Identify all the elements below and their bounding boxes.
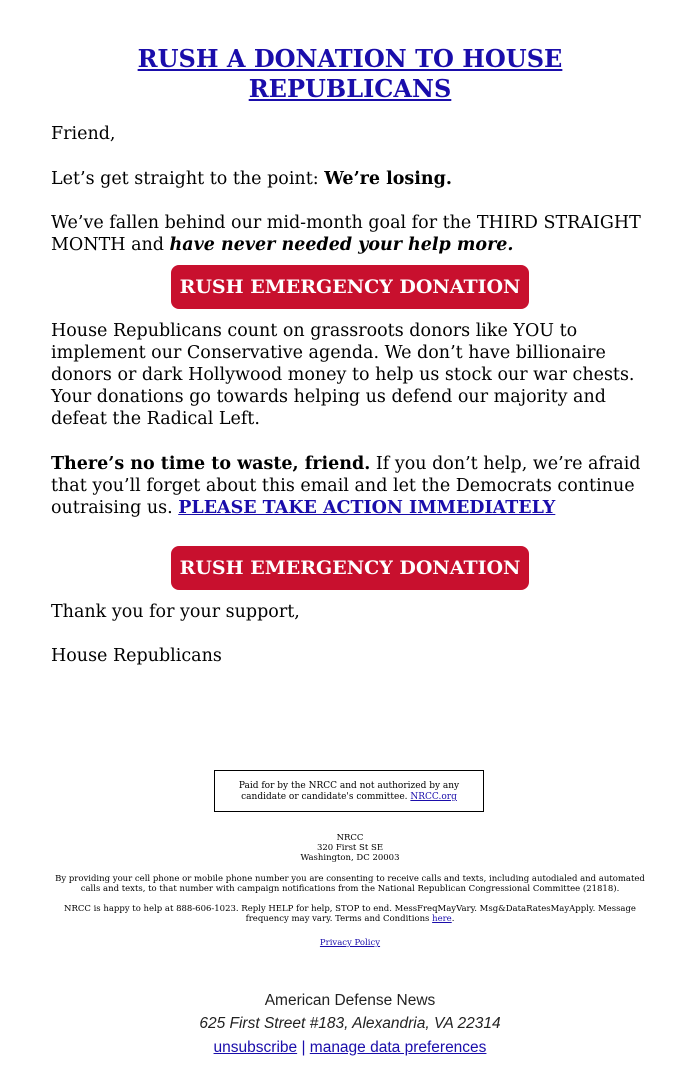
intro-bold: We’re losing. bbox=[324, 169, 452, 189]
donate-button-top[interactable]: RUSH EMERGENCY DONATION bbox=[171, 265, 529, 309]
help-text bbox=[45, 904, 655, 924]
mailing-address bbox=[45, 833, 655, 863]
privacy-policy-link[interactable]: Privacy Policy bbox=[319, 938, 381, 948]
headline bbox=[90, 44, 610, 104]
signature: House Republicans bbox=[51, 646, 222, 666]
sms-consent-text: By providing your cell phone or mobile phone number you are consenting to receive calls and texts, including autodialed and automated calls and texts, to that number with campaign notifications from the National Republican Congressional Committee (21818). bbox=[55, 874, 645, 894]
footer-address: 625 First Street #183, Alexandria, VA 22314 bbox=[199, 1015, 501, 1032]
intro-paragraph bbox=[51, 168, 661, 190]
greeting: Friend, bbox=[51, 124, 116, 144]
urgency-bold: There’s no time to waste, friend. bbox=[51, 454, 371, 474]
address-street: 320 First St SE bbox=[316, 843, 384, 853]
donate-button-bottom[interactable]: RUSH EMERGENCY DONATION bbox=[171, 546, 529, 590]
address-org: NRCC bbox=[336, 833, 364, 843]
address-city: Washington, DC 20003 bbox=[300, 853, 400, 863]
take-action-link[interactable]: PLEASE TAKE ACTION IMMEDIATELY bbox=[178, 498, 556, 518]
paid-for-disclaimer bbox=[214, 770, 484, 812]
unsubscribe-link[interactable]: unsubscribe bbox=[213, 1039, 298, 1056]
goal-emphasis: have never needed your help more. bbox=[169, 235, 514, 255]
urgency-paragraph bbox=[51, 453, 661, 519]
manage-preferences-link[interactable]: manage data preferences bbox=[309, 1039, 487, 1056]
disclaimer-text: Paid for by the NRCC and not authorized by any candidate or candidate's committee. bbox=[238, 781, 460, 802]
terms-link[interactable]: here bbox=[432, 914, 452, 924]
urgency-text: If you don’t help, we’re afraid that you’ll forget about this email and let the Democrats continue outraising us. bbox=[51, 454, 641, 518]
nrcc-link[interactable]: NRCC.org bbox=[410, 792, 457, 802]
body-paragraph: House Republicans count on grassroots donors like YOU to implement our Conservative agenda. We don’t have billionaire donors or dark Hollywood money to help us stock our war chests. Your donations go towards helping us defend our majority and defeat the Radical Left. bbox=[51, 321, 635, 429]
footer-org: American Defense News bbox=[264, 992, 436, 1009]
headline-link[interactable] bbox=[138, 44, 563, 103]
footer-links bbox=[100, 1038, 600, 1058]
help-text-body: NRCC is happy to help at 888-606-1023. Reply HELP for help, STOP to end. MessFreqMayVary. Msg&DataRatesMayApply. Message frequency may vary. Terms and Conditions bbox=[64, 904, 636, 924]
footer-separator: | bbox=[301, 1039, 306, 1056]
thanks-line: Thank you for your support, bbox=[51, 602, 300, 622]
goal-lead: We’ve fallen behind our mid-month goal for the THIRD STRAIGHT MONTH and bbox=[51, 213, 641, 255]
goal-paragraph bbox=[51, 212, 661, 256]
privacy-row bbox=[45, 938, 655, 948]
headline-line-1: RUSH A DONATION TO HOUSE bbox=[137, 44, 563, 73]
intro-lead: Let’s get straight to the point: bbox=[51, 169, 325, 189]
headline-line-2: REPUBLICANS bbox=[248, 74, 452, 103]
help-text-end: . bbox=[451, 914, 455, 924]
